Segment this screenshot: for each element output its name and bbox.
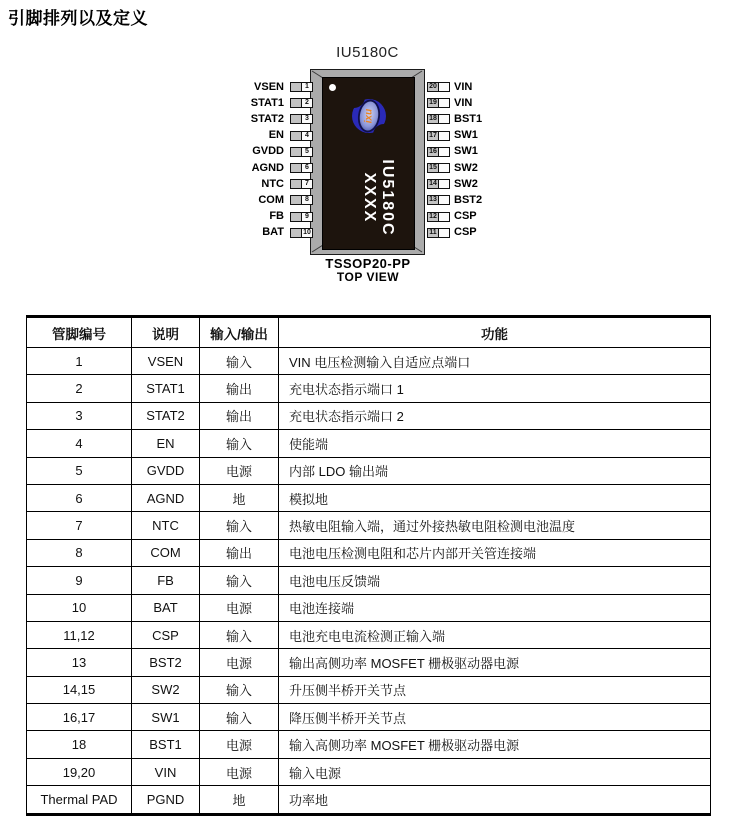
pin-4-pad xyxy=(291,132,302,140)
cell-pin-name: VSEN xyxy=(132,348,200,375)
pin-table-row xyxy=(27,430,711,457)
pin-2-pad: 2 xyxy=(302,99,312,107)
pin-16-pad: 16 xyxy=(428,148,439,156)
cell-pin-io: 输入 xyxy=(200,348,279,375)
pin-8-pad: 8 xyxy=(302,196,312,204)
cell-pin-number: 1 xyxy=(27,348,132,375)
cell-pin-function: 输入高侧功率 MOSFET 栅极驱动器电源 xyxy=(279,731,711,758)
cell-pin-function: 模拟地 xyxy=(279,484,711,511)
pin-11-pad: 11 xyxy=(428,229,439,237)
cell-pin-number: 10 xyxy=(27,594,132,621)
cell-pin-function: 热敏电阻输入端，通过外接热敏电阻检测电池温度 xyxy=(279,512,711,539)
pin-18-box xyxy=(427,114,450,124)
cell-pin-function: VIN 电压检测输入自适应点端口 xyxy=(279,348,711,375)
pin-16-box xyxy=(427,147,450,157)
pin-14-box xyxy=(427,179,450,189)
pin-table-row xyxy=(27,375,711,402)
pin-20-box xyxy=(427,82,450,92)
pin-table-header-1: 说明 xyxy=(132,317,200,348)
pin-10-pad: 10 xyxy=(303,228,311,236)
cell-pin-function: 使能端 xyxy=(279,430,711,457)
pin-3-pad: 3 xyxy=(302,115,312,123)
cell-pin-io: 输出 xyxy=(200,539,279,566)
pin-5-pad: 5 xyxy=(302,148,312,156)
pin-4-pad: 4 xyxy=(302,132,312,140)
pin-label-3-stat2: STAT2 xyxy=(250,112,284,125)
pin-13-pad xyxy=(439,196,449,204)
pin-table-row xyxy=(27,594,711,621)
pin-3-box xyxy=(290,114,313,124)
pin-6-pad xyxy=(291,164,302,172)
pin-7-pad: 7 xyxy=(302,180,312,188)
pin-table-row xyxy=(27,786,711,814)
pin-9-pad: 9 xyxy=(302,213,312,221)
pin-diagram xyxy=(0,0,733,300)
cell-pin-io: 地 xyxy=(200,786,279,814)
chip-marking-line2: XXXX xyxy=(361,172,378,224)
pin-table-row xyxy=(27,402,711,429)
pin-8-box xyxy=(290,195,313,205)
cell-pin-name: AGND xyxy=(132,484,200,511)
pin-7-pad xyxy=(291,180,302,188)
pin-19-pad xyxy=(439,99,449,107)
pin-label-10-bat: BAT xyxy=(262,226,284,239)
cell-pin-name: BAT xyxy=(132,594,200,621)
cell-pin-io: 输入 xyxy=(200,621,279,648)
cell-pin-name: GVDD xyxy=(132,457,200,484)
pin-table-header-0: 管脚编号 xyxy=(27,317,132,348)
cell-pin-name: FB xyxy=(132,567,200,594)
pin-table-row xyxy=(27,348,711,375)
cell-pin-number: 13 xyxy=(27,649,132,676)
pin-17-pad: 17 xyxy=(428,132,439,140)
pin-table-row xyxy=(27,758,711,785)
cell-pin-name: EN xyxy=(132,430,200,457)
cell-pin-io: 输入 xyxy=(200,676,279,703)
pin-definition-table xyxy=(26,315,711,816)
cell-pin-io: 输出 xyxy=(200,375,279,402)
pin-label-15-sw2: SW2 xyxy=(454,161,478,174)
cell-pin-name: PGND xyxy=(132,786,200,814)
pin-14-pad xyxy=(439,180,449,188)
cell-pin-number: 4 xyxy=(27,430,132,457)
cell-pin-name: COM xyxy=(132,539,200,566)
cell-pin-function: 电池连接端 xyxy=(279,594,711,621)
pin-11-pad xyxy=(439,229,449,237)
pin-18-pad xyxy=(439,115,449,123)
cell-pin-function: 升压侧半桥开关节点 xyxy=(279,676,711,703)
pin-20-pad xyxy=(439,83,449,91)
pin-5-box xyxy=(290,147,313,157)
pin-table-row xyxy=(27,676,711,703)
pin-12-box xyxy=(427,212,450,222)
cell-pin-number: 9 xyxy=(27,567,132,594)
pin-10-box xyxy=(290,228,313,238)
pin-table-row xyxy=(27,484,711,511)
cell-pin-name: SW2 xyxy=(132,676,200,703)
pin-16-pad xyxy=(439,148,449,156)
cell-pin-name: SW1 xyxy=(132,704,200,731)
pin-17-box xyxy=(427,131,450,141)
pin-table-row xyxy=(27,512,711,539)
pin-15-pad xyxy=(439,164,449,172)
pin-label-19-vin: VIN xyxy=(454,96,473,109)
pin-label-2-stat1: STAT1 xyxy=(250,96,284,109)
cell-pin-name: VIN xyxy=(132,758,200,785)
pin-label-9-fb: FB xyxy=(269,210,284,223)
cell-pin-function: 功率地 xyxy=(279,786,711,814)
cell-pin-name: CSP xyxy=(132,621,200,648)
cell-pin-function: 充电状态指示端口 2 xyxy=(279,402,711,429)
cell-pin-function: 内部 LDO 输出端 xyxy=(279,457,711,484)
cell-pin-io: 地 xyxy=(200,484,279,511)
pin-12-pad xyxy=(439,213,449,221)
pin-13-box xyxy=(427,195,450,205)
cell-pin-number: 5 xyxy=(27,457,132,484)
pin-label-8-com: COM xyxy=(258,193,284,206)
pin-label-14-sw2: SW2 xyxy=(454,177,478,190)
pin-2-box xyxy=(290,98,313,108)
cell-pin-name: BST2 xyxy=(132,649,200,676)
pin-label-20-vin: VIN xyxy=(454,80,473,93)
pin-table-row xyxy=(27,649,711,676)
pin-1-pad xyxy=(291,83,302,91)
package-name: TSSOP20-PP xyxy=(325,256,411,271)
pin-label-17-sw1: SW1 xyxy=(454,129,478,142)
pin-label-7-ntc: NTC xyxy=(261,177,284,190)
cell-pin-io: 输入 xyxy=(200,567,279,594)
cell-pin-number: 18 xyxy=(27,731,132,758)
pin-table-row xyxy=(27,539,711,566)
cell-pin-function: 降压侧半桥开关节点 xyxy=(279,704,711,731)
pin-2-pad xyxy=(291,99,302,107)
pin-20-pad: 20 xyxy=(428,83,439,91)
cell-pin-function: 输入电源 xyxy=(279,758,711,785)
pin-table-row xyxy=(27,457,711,484)
cell-pin-io: 输入 xyxy=(200,704,279,731)
page-title: 引脚排列以及定义 xyxy=(8,9,148,28)
pin-table-header-3: 功能 xyxy=(279,317,711,348)
cell-pin-name: NTC xyxy=(132,512,200,539)
pin-label-6-agnd: AGND xyxy=(251,161,284,174)
cell-pin-number: 3 xyxy=(27,402,132,429)
cell-pin-io: 电源 xyxy=(200,594,279,621)
cell-pin-number: 8 xyxy=(27,539,132,566)
pin-19-box xyxy=(427,98,450,108)
vendor-logo-text: ixu xyxy=(363,108,375,124)
pin-4-box xyxy=(290,131,313,141)
cell-pin-io: 电源 xyxy=(200,731,279,758)
cell-pin-io: 电源 xyxy=(200,457,279,484)
cell-pin-name: STAT1 xyxy=(132,375,200,402)
cell-pin-number: 14,15 xyxy=(27,676,132,703)
pin-label-12-csp: CSP xyxy=(454,210,477,223)
pin-table-header-row xyxy=(27,317,711,348)
pin-table-row xyxy=(27,731,711,758)
cell-pin-number: 11,12 xyxy=(27,621,132,648)
cell-pin-function: 充电状态指示端口 1 xyxy=(279,375,711,402)
view-label: TOP VIEW xyxy=(336,270,400,284)
cell-pin-number: 16,17 xyxy=(27,704,132,731)
pin-1-pad: 1 xyxy=(302,83,312,91)
pin-3-pad xyxy=(291,115,302,123)
pin-7-box xyxy=(290,179,313,189)
pin-table-row xyxy=(27,704,711,731)
pin-label-5-gvdd: GVDD xyxy=(252,145,284,158)
pin-label-18-bst1: BST1 xyxy=(454,112,483,125)
cell-pin-number: 6 xyxy=(27,484,132,511)
chip-marking-line1: IU5180C xyxy=(379,159,396,237)
pin-10-pad xyxy=(291,229,302,237)
pin-5-pad xyxy=(291,148,302,156)
cell-pin-number: 7 xyxy=(27,512,132,539)
cell-pin-function: 电池充电电流检测正输入端 xyxy=(279,621,711,648)
pin-18-pad: 18 xyxy=(428,115,439,123)
pin-19-pad: 19 xyxy=(428,99,439,107)
pin-8-pad xyxy=(291,196,302,204)
pin-13-pad: 13 xyxy=(428,196,439,204)
vendor-logo xyxy=(349,88,389,144)
pin-label-4-en: EN xyxy=(268,129,284,142)
pin-9-pad xyxy=(291,213,302,221)
pin-14-pad: 14 xyxy=(428,180,439,188)
pin-label-16-sw1: SW1 xyxy=(454,145,478,158)
pin-6-pad: 6 xyxy=(302,164,312,172)
cell-pin-io: 输出 xyxy=(200,402,279,429)
cell-pin-io: 输入 xyxy=(200,512,279,539)
cell-pin-function: 电池电压检测电阻和芯片内部开关管连接端 xyxy=(279,539,711,566)
pin-9-box xyxy=(290,212,313,222)
pin-15-box xyxy=(427,163,450,173)
pin-17-pad xyxy=(439,132,449,140)
pin-12-pad: 12 xyxy=(428,213,439,221)
cell-pin-function: 输出高侧功率 MOSFET 栅极驱动器电源 xyxy=(279,649,711,676)
pin-label-11-csp: CSP xyxy=(454,226,477,239)
cell-pin-function: 电池电压反馈端 xyxy=(279,567,711,594)
pin-label-1-vsen: VSEN xyxy=(254,80,284,93)
pin-table-row xyxy=(27,567,711,594)
chip-name: IU5180C xyxy=(336,44,399,61)
pin-table-header-2: 输入/输出 xyxy=(200,317,279,348)
pin-15-pad: 15 xyxy=(428,164,439,172)
cell-pin-number: 19,20 xyxy=(27,758,132,785)
pin-6-box xyxy=(290,163,313,173)
pin-label-13-bst2: BST2 xyxy=(454,193,483,206)
chip-body xyxy=(322,77,415,250)
cell-pin-name: STAT2 xyxy=(132,402,200,429)
cell-pin-number: Thermal PAD xyxy=(27,786,132,814)
cell-pin-number: 2 xyxy=(27,375,132,402)
pin-1-box xyxy=(290,82,313,92)
pin1-indicator-dot xyxy=(329,84,336,91)
cell-pin-io: 电源 xyxy=(200,758,279,785)
cell-pin-name: BST1 xyxy=(132,731,200,758)
pin-11-box xyxy=(427,228,450,238)
pin-table-row xyxy=(27,621,711,648)
cell-pin-io: 输入 xyxy=(200,430,279,457)
cell-pin-io: 电源 xyxy=(200,649,279,676)
